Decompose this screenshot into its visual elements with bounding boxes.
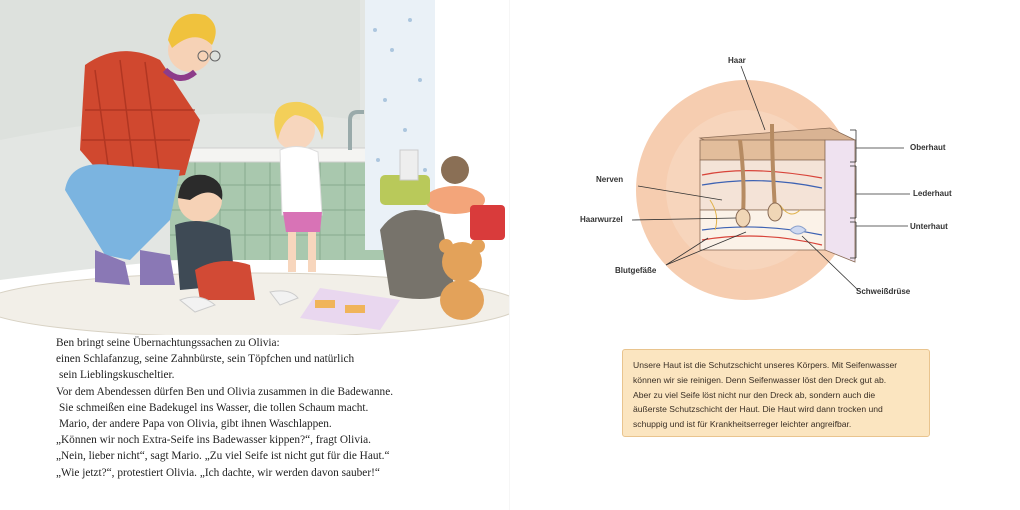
label-nerven: Nerven xyxy=(596,175,624,184)
story-line: Vor dem Abendessen dürfen Ben und Olivia zusammen in die Badewanne. xyxy=(56,385,394,398)
story-line: Mario, der andere Papa von Olivia, gibt ihnen Waschlappen. xyxy=(59,418,332,431)
label-unterhaut: Unterhaut xyxy=(910,222,948,231)
right-page xyxy=(510,0,1020,510)
story-line: Sie schmeißen eine Badekugel ins Wasser, die tollen Schaum macht. xyxy=(59,401,369,414)
label-blutgefaesse: Blutgefäße xyxy=(615,266,657,275)
story-line: sein Lieblingskuscheltier. xyxy=(59,369,175,382)
story-line: Ben bringt seine Übernachtungssachen zu Olivia: xyxy=(56,337,280,349)
info-line: Aber zu viel Seife löst nicht nur den Dreck ab, sondern auch die xyxy=(633,389,876,400)
info-line: schuppig und ist für Krankheitserreger leichter angreifbar. xyxy=(633,419,852,430)
skin-diagram xyxy=(510,0,1020,330)
info-box xyxy=(622,349,930,437)
label-haar: Haar xyxy=(728,56,746,65)
label-haarwurzel: Haarwurzel xyxy=(580,215,623,224)
story-line: einen Schlafanzug, seine Zahnbürste, sein Töpfchen und natürlich xyxy=(56,353,355,366)
bathroom-illustration xyxy=(0,0,510,335)
label-oberhaut: Oberhaut xyxy=(910,143,946,152)
story-line: „Können wir noch Extra-Seife ins Badewasser kippen?“, fragt Olivia. xyxy=(56,434,371,447)
info-line: können wir sie reinigen. Denn Seifenwasser löst den Dreck gut ab. xyxy=(633,374,887,385)
info-line: äußerste Schutzschicht der Haut. Die Haut wird dann trocken und xyxy=(633,404,883,415)
story-line: „Nein, lieber nicht“, sagt Mario. „Zu viel Seife ist nicht gut für die Haut.“ xyxy=(56,450,390,463)
label-schweissdruese: Schweißdrüse xyxy=(856,287,911,296)
label-lederhaut: Lederhaut xyxy=(913,189,952,198)
story-line: „Wie jetzt?“, protestiert Olivia. „Ich dachte, wir werden davon sauber!“ xyxy=(56,466,380,479)
story-text xyxy=(56,335,496,481)
info-line: Unsere Haut ist die Schutzschicht unseres Körpers. Mit Seifenwasser xyxy=(633,360,898,370)
